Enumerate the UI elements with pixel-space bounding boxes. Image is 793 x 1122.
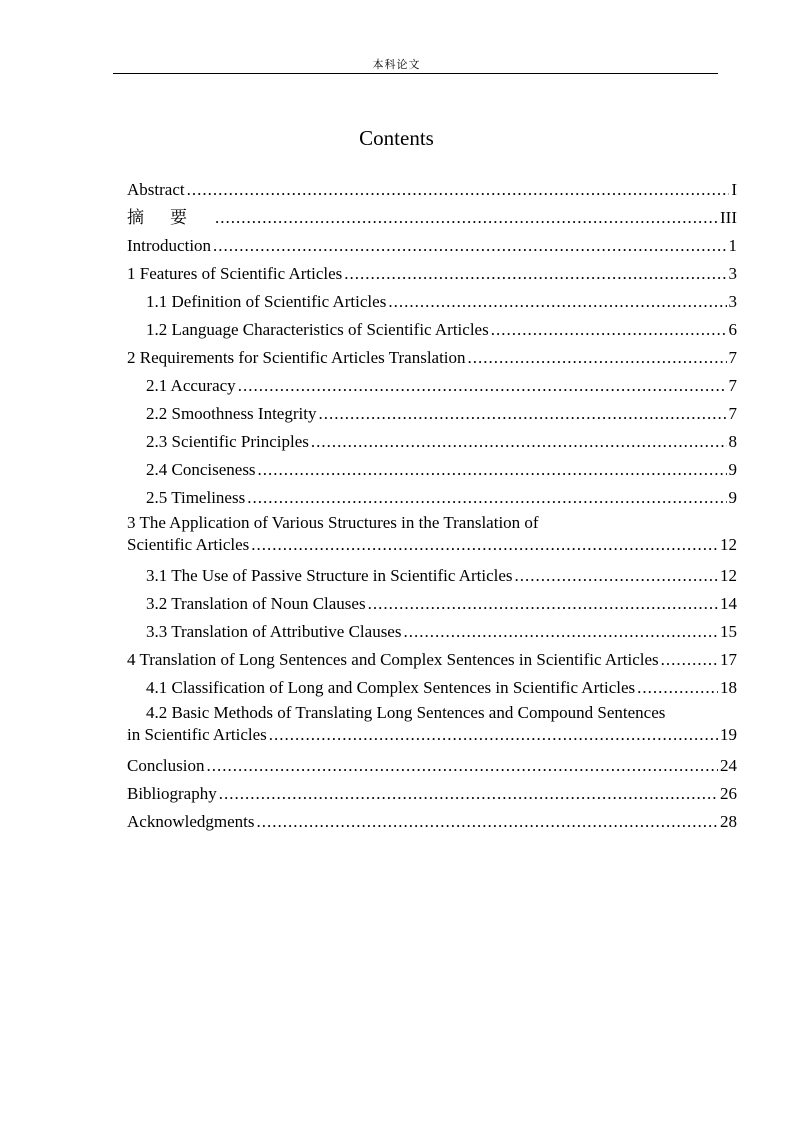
toc-label: Abstract	[127, 180, 185, 199]
dot-leader	[311, 428, 727, 456]
toc-entry-bibliography[interactable]	[127, 780, 737, 808]
toc-entry-section-2-3[interactable]	[127, 428, 737, 456]
toc-page-number: 12	[720, 535, 737, 554]
toc-entry-section-2-4[interactable]	[127, 456, 737, 484]
toc-page-number: 7	[728, 348, 737, 367]
toc-page-number: 8	[728, 432, 737, 451]
toc-label-line-2: in Scientific Articles	[127, 725, 267, 744]
toc-entry-section-2-1[interactable]	[127, 372, 737, 400]
toc-entry-section-1-1[interactable]	[127, 288, 737, 316]
toc-page-number: 9	[728, 488, 737, 507]
dot-leader	[256, 808, 718, 836]
toc-label: 1.2 Language Characteristics of Scientific Articles	[146, 320, 489, 339]
toc-label-line-1: 3 The Application of Various Structures in the Translation of	[127, 513, 539, 532]
toc-page-number: 3	[728, 264, 737, 283]
toc-entry-section-1-2[interactable]	[127, 316, 737, 344]
toc-entry-acknowledgments[interactable]	[127, 808, 737, 836]
toc-label: 3.1 The Use of Passive Structure in Scientific Articles	[146, 566, 513, 585]
toc-entry-chinese-abstract[interactable]	[127, 204, 737, 232]
dot-leader	[247, 484, 726, 512]
toc-entry-section-3-1[interactable]	[127, 562, 737, 590]
toc-label: 4 Translation of Long Sentences and Complex Sentences in Scientific Articles	[127, 650, 659, 669]
toc-label-line-2: Scientific Articles	[127, 535, 250, 554]
toc-page-number: 7	[728, 376, 737, 395]
toc-entry-section-3-3[interactable]	[127, 618, 737, 646]
toc-page-number: 28	[720, 812, 737, 831]
table-of-contents	[127, 176, 737, 836]
toc-page-number: 26	[720, 784, 737, 803]
toc-label: 2.2 Smoothness Integrity	[146, 404, 317, 423]
dot-leader	[215, 204, 718, 232]
toc-entry-conclusion[interactable]	[127, 752, 737, 780]
dot-leader	[213, 232, 726, 260]
toc-page-number: 3	[728, 292, 737, 311]
toc-label-line-1: 4.2 Basic Methods of Translating Long Sentences and Compound Sentences	[146, 703, 666, 722]
dot-leader	[238, 372, 727, 400]
dot-leader	[318, 400, 726, 428]
toc-label-line-2-row	[127, 534, 737, 562]
toc-entry-chapter-1[interactable]	[127, 260, 737, 288]
toc-entry-chapter-4[interactable]	[127, 646, 737, 674]
page-title: Contents	[359, 126, 434, 150]
toc-page-number: 18	[720, 678, 737, 697]
toc-page-number: 12	[720, 566, 737, 585]
toc-label: 3.3 Translation of Attributive Clauses	[146, 622, 402, 641]
toc-label: 2 Requirements for Scientific Articles Translation	[127, 348, 466, 367]
dot-leader	[368, 590, 718, 618]
header-rule	[113, 73, 718, 74]
toc-label: 2.5 Timeliness	[146, 488, 246, 507]
toc-page-number: 6	[728, 320, 737, 339]
toc-label: Bibliography	[127, 784, 217, 803]
toc-label: 1 Features of Scientific Articles	[127, 264, 343, 283]
dot-leader	[187, 176, 730, 204]
dot-leader	[344, 260, 726, 288]
dot-leader	[206, 752, 718, 780]
toc-page-number: I	[731, 180, 737, 199]
toc-entry-section-4-2[interactable]	[127, 702, 737, 752]
dot-leader	[491, 316, 727, 344]
toc-page-number: 14	[720, 594, 737, 613]
dot-leader	[258, 456, 727, 484]
dot-leader	[637, 674, 718, 702]
toc-label: Conclusion	[127, 756, 205, 775]
toc-page-number: 1	[728, 236, 737, 255]
toc-page-number: 7	[728, 404, 737, 423]
toc-label: 2.3 Scientific Principles	[146, 432, 309, 451]
toc-label: 3.2 Translation of Noun Clauses	[146, 594, 366, 613]
dot-leader	[468, 344, 727, 372]
toc-page-number: 15	[720, 622, 737, 641]
toc-entry-section-2-5[interactable]	[127, 484, 737, 512]
dot-leader	[403, 618, 718, 646]
toc-label: 2.1 Accuracy	[146, 376, 236, 395]
toc-label: 4.1 Classification of Long and Complex Sentences in Scientific Articles	[146, 678, 636, 697]
toc-page-number: 19	[720, 725, 737, 744]
toc-label: Introduction	[127, 236, 212, 255]
toc-page-number: III	[720, 208, 737, 227]
toc-label-line-2-row	[127, 724, 737, 752]
toc-label: 摘要	[127, 208, 213, 228]
toc-label: 1.1 Definition of Scientific Articles	[146, 292, 387, 311]
toc-entry-introduction[interactable]	[127, 232, 737, 260]
toc-page-number: 17	[720, 650, 737, 669]
toc-label: Acknowledgments	[127, 812, 255, 831]
toc-entry-chapter-2[interactable]	[127, 344, 737, 372]
dot-leader	[251, 534, 718, 556]
toc-entry-section-4-1[interactable]	[127, 674, 737, 702]
toc-page-number: 9	[728, 460, 737, 479]
toc-entry-abstract[interactable]	[127, 176, 737, 204]
dot-leader	[219, 780, 718, 808]
toc-entry-section-2-2[interactable]	[127, 400, 737, 428]
toc-entry-section-3-2[interactable]	[127, 590, 737, 618]
toc-label: 2.4 Conciseness	[146, 460, 256, 479]
dot-leader	[515, 562, 718, 590]
toc-entry-chapter-3[interactable]	[127, 512, 737, 562]
dot-leader	[269, 724, 718, 746]
toc-page-number: 24	[720, 756, 737, 775]
running-header: 本科论文	[372, 58, 421, 71]
dot-leader	[388, 288, 726, 316]
dot-leader	[661, 646, 718, 674]
